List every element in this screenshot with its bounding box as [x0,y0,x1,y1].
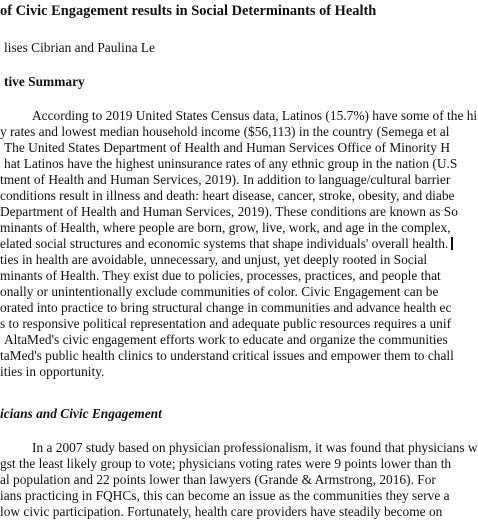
paragraph-line: ities in opportunity. [0,364,105,379]
paragraph-line [0,236,453,252]
section-heading-physicians-civic-engagement: icians and Civic Engagement [0,406,162,421]
paragraph-line: ties in health are avoidable, unnecessary, and unjust, yet deeply rooted in Social [0,252,428,267]
paragraph-line: gst the least likely group to vote; physicians voting rates were 9 points lower than th [0,456,452,471]
paragraph-line: In a 2007 study based on physician professionalism, it was found that physicians w [32,440,478,455]
paragraph-line-text: elated social structures and economic systems that shape individuals' overall health. [0,236,449,251]
paragraph-line: orated into practice to bring structural change in communities and advance health ec [0,300,452,315]
text-cursor [451,237,453,250]
paragraph-line: taMed's public health clinics to understand critical issues and empower them to chall [0,348,454,363]
paragraph-line: The United States Department of Health and Human Services Office of Minority H [4,140,450,155]
paragraph-line: onally or unintentionally exclude communities of color. Civic Engagement can be [0,284,439,299]
paragraph-line: tment of Health and Human Services, 2019). In addition to language/cultural barrier [0,172,451,187]
paragraph-line: low civic participation. Fortunately, health care providers have steadily become on [0,504,443,519]
paragraph-line: al population and 22 points lower than lawyers (Grande & Armstrong, 2016). For [0,472,436,487]
document-authors: lises Cibrian and Paulina Le [4,40,155,55]
paragraph-line: ians practicing in FQHCs, this can become an issue as the communities they serve a [0,488,450,503]
paragraph-line: minants of Health. They exist due to policies, processes, practices, and people that [0,268,441,283]
paragraph-line: s to responsive political representation and adequate public resources requires a unif [0,316,452,331]
paragraph-line: Department of Health and Human Services, 2019). These conditions are known as So [0,204,458,219]
document-title: of Civic Engagement results in Social Determinants of Health [0,3,377,19]
paragraph-line: conditions result in illness and death: heart disease, cancer, stroke, obesity, and diabe [0,188,455,203]
paragraph-line: According to 2019 United States Census data, Latinos (15.7%) have some of the hi [32,108,478,123]
paragraph-line: y rates and lowest median household income ($56,113) in the country (Semega et al [0,124,450,139]
paragraph-line: hat Latinos have the highest uninsurance rates of any ethnic group in the nation (U.S [4,156,458,171]
paragraph-line: minants of Health, where people are born, grow, live, work, and age in the complex, [0,220,451,235]
section-heading-executive-summary: tive Summary [4,74,85,89]
paragraph-line: AltaMed's civic engagement efforts work to educate and organize the communities [4,332,448,347]
